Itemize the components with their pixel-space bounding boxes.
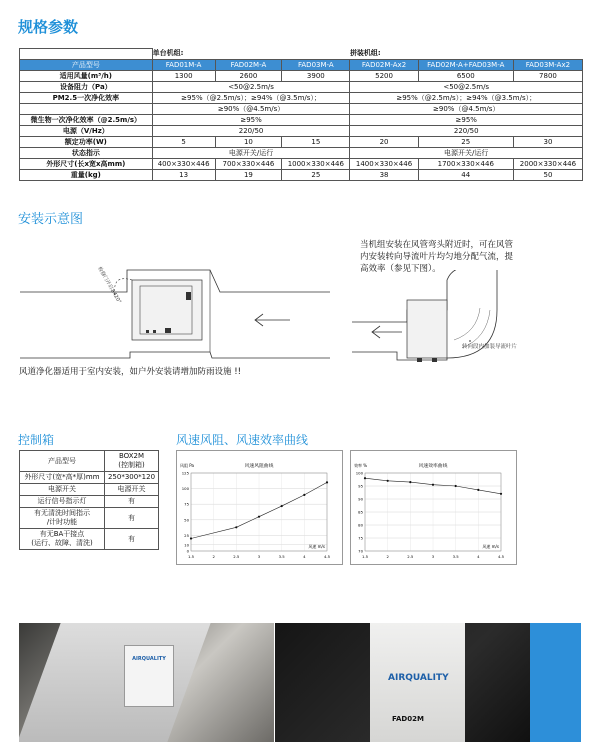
x-tick-label: 4.5 (323, 554, 331, 559)
data-point (477, 489, 479, 491)
x-axis-label: 风速 m/s (482, 544, 499, 549)
door-label: 检修门开启≥420° (96, 266, 123, 305)
spec-merged-cell: 电源开关/运行 (152, 148, 350, 159)
group-single-label: 单台机组: (152, 49, 184, 58)
spec-row-label: PM2.5一次净化效率 (20, 93, 153, 104)
spec-cell: 1400×330×446 (350, 159, 418, 170)
brand-right: AIRQUALITY (388, 673, 449, 683)
x-axis-label: 风速 m/s (308, 544, 325, 549)
x-tick-label: 4.5 (497, 554, 505, 559)
group-combo-label: 拼装机组: (349, 49, 381, 58)
control-row-label: 产品型号 (20, 451, 105, 472)
control-row-label: 电源开关 (20, 484, 105, 496)
data-point (281, 505, 283, 507)
control-row-label: 有无清洗时间指示 /计时功能 (20, 508, 105, 529)
control-row-value: 有 (105, 529, 159, 550)
spec-cell: 700×330×446 (215, 159, 282, 170)
spec-row-label: 额定功率(W) (20, 137, 153, 148)
brand-left: AIRQUALITY (132, 656, 166, 662)
y-tick-label: 85 (358, 509, 363, 515)
spec-cell: 6500 (418, 71, 513, 82)
x-tick-label: 3.5 (452, 554, 459, 559)
chart-resistance (176, 450, 343, 565)
control-row-value: BOX2M (控制箱) (105, 451, 159, 472)
y-tick-label: 100 (181, 486, 189, 492)
spec-cell: 2600 (215, 71, 282, 82)
install-title: 安装示意图 (18, 212, 84, 227)
spec-cell: 7800 (513, 71, 582, 82)
data-point (258, 516, 260, 518)
spec-cell: 13 (152, 170, 215, 181)
spec-cell: 50 (513, 170, 582, 181)
install-note-right (360, 239, 590, 275)
spec-merged-cell: ≥90%（@4.5m/s） (350, 104, 583, 115)
spec-corner-cell (20, 49, 153, 60)
data-point (387, 480, 389, 482)
data-point (409, 481, 411, 483)
install-diagram-straight (20, 240, 340, 370)
y-tick-label: 80 (358, 522, 363, 528)
y-tick-label: 0 (186, 548, 189, 554)
spec-merged-cell: 电源开关/运行 (350, 148, 583, 159)
y-axis-label: 风阻 Pa (180, 463, 194, 468)
data-point (235, 526, 237, 528)
data-point (455, 485, 457, 487)
photo-blue-band (530, 623, 581, 742)
install-diagram-elbow (352, 270, 582, 380)
spec-row-label (20, 104, 153, 115)
chart-title: 风速效率曲线 (418, 464, 448, 469)
spec-merged-cell: ≥95% (152, 115, 350, 126)
y-tick-label: 75 (184, 501, 189, 507)
spec-title: 规格参数 (18, 18, 79, 36)
control-row-label: 有无BA干接点 (运行、故障、清洗) (20, 529, 105, 550)
y-tick-label: 10 (184, 542, 189, 548)
spec-row-label: 设备阻力（Pa） (20, 82, 153, 93)
control-row-label: 运行信号指示灯 (20, 496, 105, 508)
spec-cell: 38 (350, 170, 418, 181)
data-point (500, 493, 502, 495)
x-tick-label: 3 (257, 554, 261, 559)
x-tick-label: 1.5 (187, 554, 195, 559)
spec-row-label: 适用风量(m³/h) (20, 71, 153, 82)
model-header: FAD02M-A+FAD03M-A (418, 60, 513, 71)
spec-merged-cell: 220/50 (152, 126, 350, 137)
spec-cell: 25 (418, 137, 513, 148)
spec-cell: 19 (215, 170, 282, 181)
spec-row-label: 微生物一次净化效率（@2.5m/s） (20, 115, 153, 126)
spec-cell: 25 (282, 170, 350, 181)
y-tick-label: 75 (358, 535, 363, 541)
control-title: 控制箱 (18, 433, 55, 447)
unit-label-left (124, 645, 174, 707)
spec-cell: 3900 (282, 71, 350, 82)
model-header: FAD03M-Ax2 (513, 60, 582, 71)
x-tick-label: 2 (212, 554, 215, 559)
spec-cell: 2000×330×446 (513, 159, 582, 170)
spec-table (19, 48, 583, 181)
control-row-value: 电源开关 (105, 484, 159, 496)
note-line: 当机组安装在风管弯头附近时，可在风管 (360, 240, 514, 250)
spec-cell: 10 (215, 137, 282, 148)
y-tick-label: 90 (358, 496, 363, 502)
spec-cell: 1700×330×446 (418, 159, 513, 170)
spec-cell: 1300 (152, 71, 215, 82)
x-tick-label: 2.5 (233, 554, 240, 559)
spec-header-label: 产品型号 (20, 60, 153, 71)
x-tick-label: 2 (386, 554, 389, 559)
y-tick-label: 25 (184, 532, 189, 538)
y-tick-label: 100 (355, 470, 363, 476)
data-point (190, 537, 192, 539)
model-header: FAD02M-A (215, 60, 282, 71)
y-tick-label: 70 (358, 548, 363, 554)
y-axis-label: 效率 % (354, 463, 368, 468)
duct-shape (19, 623, 211, 742)
spec-merged-cell: ≥95%（@2.5m/s）；≥94%（@3.5m/s）； (152, 93, 350, 104)
photo-right (275, 623, 530, 742)
spec-cell: 1000×330×446 (282, 159, 350, 170)
unit-box-right (370, 623, 465, 742)
note-line: 高效率（参见下图）。 (360, 264, 441, 274)
spec-merged-cell: <50@2.5m/s (350, 82, 583, 93)
model-header: FAD03M-A (282, 60, 350, 71)
spec-row-label: 外形尺寸(长x宽x高mm) (20, 159, 153, 170)
control-row-value: 250*300*120 (105, 472, 159, 484)
data-point (303, 494, 305, 496)
spec-cell: 5200 (350, 71, 418, 82)
chart-title: 风速风阻曲线 (244, 464, 274, 469)
note-line: 内安装转向导流叶片均匀地分配气流，提 (360, 252, 514, 262)
model-header: FAD01M-A (152, 60, 215, 71)
vane-label: 转向段内加装导流叶片 (462, 344, 518, 350)
data-point (326, 481, 328, 483)
control-row-value: 有 (105, 508, 159, 529)
spec-merged-cell: 220/50 (350, 126, 583, 137)
spec-cell: 15 (282, 137, 350, 148)
control-table (19, 450, 159, 550)
model-right: FAD02M (392, 715, 424, 723)
spec-merged-cell: ≥90%（@4.5m/s） (152, 104, 350, 115)
x-tick-label: 1.5 (361, 554, 369, 559)
x-tick-label: 4 (477, 554, 480, 559)
install-note-bottom: 风道净化器适用于室内安装，如户外安装请增加防雨设施 !! (19, 367, 242, 377)
spec-merged-cell: <50@2.5m/s (152, 82, 350, 93)
spec-row-label: 重量(kg) (20, 170, 153, 181)
y-tick-label: 50 (184, 517, 189, 523)
y-tick-label: 125 (181, 470, 189, 476)
spec-cell: 400×330×446 (152, 159, 215, 170)
curves-title: 风速风阻、风速效率曲线 (176, 433, 309, 447)
control-row-value: 有 (105, 496, 159, 508)
data-point (432, 484, 434, 486)
x-tick-label: 4 (303, 554, 306, 559)
x-tick-label: 2.5 (407, 554, 414, 559)
y-tick-label: 95 (358, 483, 363, 489)
spec-merged-cell: ≥95% (350, 115, 583, 126)
x-tick-label: 3.5 (278, 554, 285, 559)
spec-cell: 44 (418, 170, 513, 181)
spec-cell: 5 (152, 137, 215, 148)
chart-efficiency (350, 450, 517, 565)
spec-cell: 30 (513, 137, 582, 148)
spec-row-label: 状态指示 (20, 148, 153, 159)
control-row-label: 外形尺寸(宽*高*厚)mm (20, 472, 105, 484)
spec-row-label: 电源（V/Hz） (20, 126, 153, 137)
data-point (364, 477, 366, 479)
spec-cell: 20 (350, 137, 418, 148)
spec-merged-cell: ≥95%（@2.5m/s）；≥94%（@3.5m/s）； (350, 93, 583, 104)
model-header: FAD02M-Ax2 (350, 60, 418, 71)
photo-left (19, 623, 274, 742)
x-tick-label: 3 (431, 554, 435, 559)
